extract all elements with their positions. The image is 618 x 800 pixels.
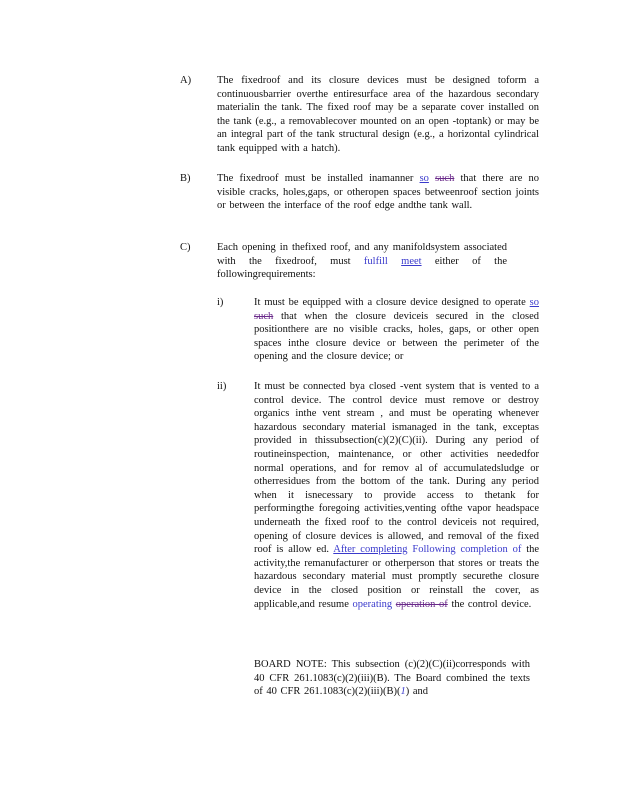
- deleted-text: such: [435, 173, 455, 184]
- section-b-text-2: that there are no visible cracks, holes,gaps, or otheropen spaces betweenroof section joints or between the interface of the roof edge andthe tank wall.: [217, 173, 540, 212]
- section-c-text: [217, 241, 507, 282]
- section-b-text-1: The fixedroof must be installed inamanner: [217, 173, 420, 184]
- subsection-ii-text: [254, 380, 539, 611]
- subsection-i-text: [254, 296, 539, 364]
- section-c-text-2: either of the followingrequirements:: [217, 255, 508, 281]
- inserted-text: so: [529, 297, 539, 308]
- subsection-i-text-1: It must be equipped with a closure device designed to operate: [254, 297, 530, 308]
- subsection-i-text-2: that when the closure deviceis secured in the closed positionthere are no visible cracks, holes, gaps, or other open spaces inthe closure device or between the perimeter of the opening and the closure device; or: [254, 310, 539, 363]
- inserted-text: so: [419, 173, 429, 184]
- board-note-text-1: BOARD NOTE: This subsection (c)(2)(C)(ii)corresponds with 40 CFR 261.1083(c)(2)(iii)(B). The Board combined the texts of 40 CFR 261.1083(c)(2)(iii)(B)(: [254, 659, 530, 698]
- section-marker-c: C): [180, 242, 191, 253]
- subsection-ii-text-2: the activity,the remanufacturer or otherperson that stores or treats the hazardous secondary material must promptly securethe closure device in the closed position or reinstall the cover, as applicable,and resume: [254, 544, 540, 610]
- board-note-text-2: ) and: [405, 686, 429, 698]
- board-note-italic: 1: [400, 686, 406, 698]
- section-c-text-1: Each opening in thefixed roof, and any manifoldsystem associated with the fixedroof, must: [217, 242, 507, 267]
- section-a-text: The fixedroof and its closure devices must be designed toform a continuousbarrier overthe entiresurface area of the hazardous secondary materialin the tank. The fixed roof may be a separate cover installed on the tank (e.g., a removablecover mounted on an open -toptank) or may be an integral part of the tank structural design (e.g., a horizontal cylindrical tank equipped with a hatch).: [217, 75, 539, 154]
- deleted-text: such: [254, 310, 274, 322]
- section-marker-b: B): [180, 173, 191, 184]
- section-b-text: [217, 172, 539, 213]
- inserted-text: operating: [352, 598, 393, 610]
- inserted-text: Following completion: [412, 544, 508, 556]
- subsection-ii-text-3: the control device.: [447, 598, 532, 610]
- section-marker-a: A): [180, 75, 192, 86]
- subsection-marker-i: i): [217, 297, 224, 308]
- inserted-text: fulfill: [363, 255, 388, 267]
- deleted-text: After completing: [333, 544, 408, 556]
- deleted-text: operation of: [395, 598, 448, 610]
- board-note: [254, 658, 530, 699]
- subsection-marker-ii: ii): [217, 381, 227, 392]
- inserted-text: meet: [401, 255, 422, 267]
- inserted-text: of: [512, 544, 522, 556]
- subsection-ii-text-1: It must be connected bya closed -vent system that is vented to a control device. The control device must remove or destroy organics inthe vent stream , and must be operating whenever hazardous secondary material ismanaged in the tank, exceptas provided in thissubsection(c)(2)(C)(ii). During any period of routineinspection, maintenance, or other activities neededfor normal operations, and for remov al of accumulatedsludge or otherresidues from the bottom of the tank. During any period when it isnecessary to provide access to thetank for performingthe foregoing activities,venting ofthe vapor headspace underneath the fixed roof to the control deviceis not required, opening of closure devices is allowed, and removal of the fixed roof is allow ed.: [254, 381, 539, 556]
